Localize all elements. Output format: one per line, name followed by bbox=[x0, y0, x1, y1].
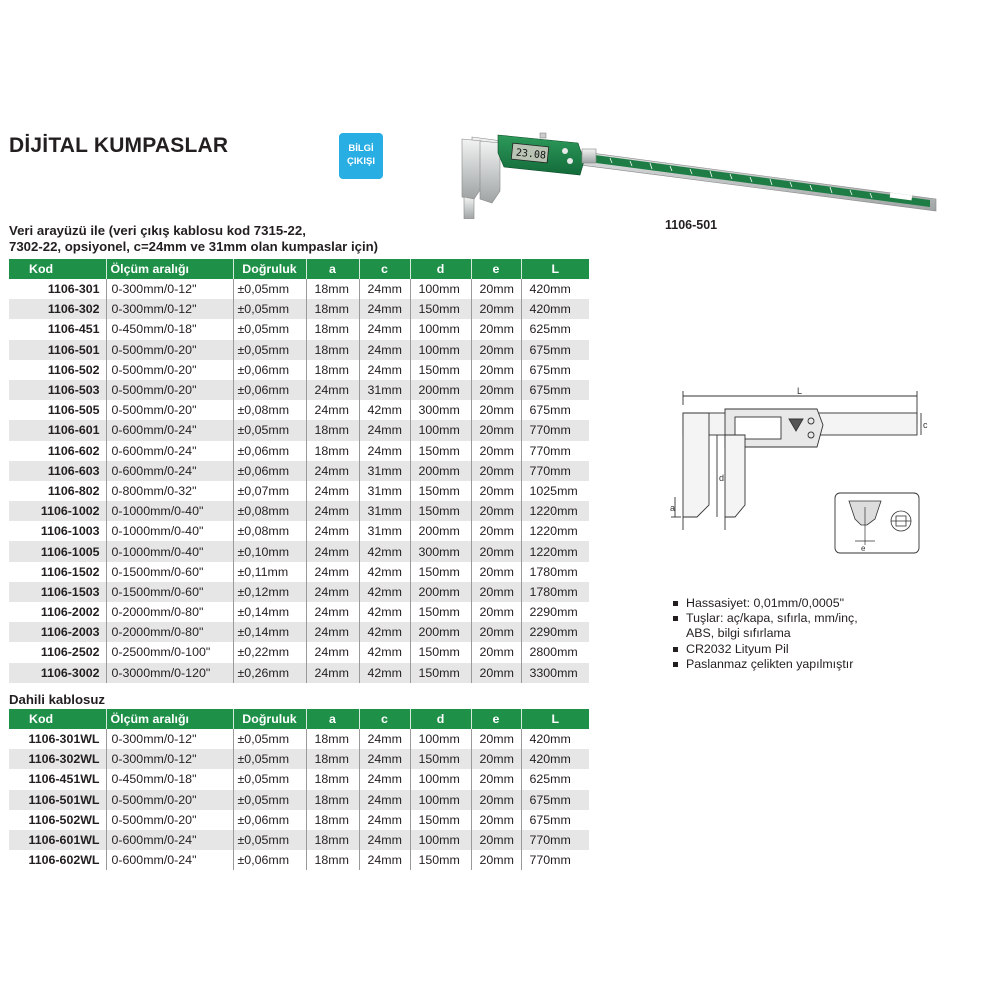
cell-e: 20mm bbox=[471, 830, 521, 850]
cell-kod: 1106-802 bbox=[9, 481, 106, 501]
cell-accuracy: ±0,05mm bbox=[233, 279, 306, 299]
cell-l: 1220mm bbox=[521, 501, 589, 521]
table-row bbox=[9, 602, 589, 622]
cell-d: 150mm bbox=[410, 642, 471, 662]
cell-kod: 1106-1503 bbox=[9, 582, 106, 602]
cell-c: 24mm bbox=[359, 769, 410, 789]
cell-a: 18mm bbox=[306, 830, 359, 850]
cell-c: 24mm bbox=[359, 729, 410, 749]
cell-range: 0-600mm/0-24" bbox=[106, 850, 233, 870]
cell-kod: 1106-501 bbox=[9, 340, 106, 360]
data-output-badge bbox=[339, 133, 383, 179]
table-header-row bbox=[9, 709, 589, 729]
feature-item: Paslanmaz çelikten yapılmıştır bbox=[672, 657, 858, 672]
cell-range: 0-300mm/0-12" bbox=[106, 749, 233, 769]
cell-l: 675mm bbox=[529, 403, 571, 418]
cell-c: 24mm bbox=[359, 299, 410, 319]
cell-range: 0-500mm/0-20" bbox=[106, 810, 233, 830]
cell-accuracy: ±0,06mm bbox=[233, 461, 306, 481]
cell-a: 24mm bbox=[306, 562, 359, 582]
cell-d: 150mm bbox=[410, 810, 471, 830]
cell-accuracy: ±0,05mm bbox=[233, 319, 306, 339]
table-row bbox=[9, 729, 589, 749]
cell-accuracy: ±0,05mm bbox=[233, 729, 306, 749]
cell-c: 42mm bbox=[359, 400, 410, 420]
cell-d: 100mm bbox=[410, 830, 471, 850]
cell-c: 42mm bbox=[359, 663, 410, 683]
cell-kod: 1106-502WL bbox=[9, 810, 106, 830]
spec-table-wireless bbox=[9, 709, 589, 870]
label-d: d bbox=[719, 473, 725, 483]
cell-kod: 1106-502 bbox=[9, 360, 106, 380]
cell-l: 675mm bbox=[529, 812, 571, 827]
cell-range: 0-600mm/0-24" bbox=[106, 420, 233, 440]
cell-e: 20mm bbox=[471, 380, 521, 400]
cell-l: 770mm bbox=[529, 853, 571, 868]
cell-d: 150mm bbox=[410, 481, 471, 501]
table-row bbox=[9, 481, 589, 501]
cell-kod: 1106-1502 bbox=[9, 562, 106, 582]
col-header-c: c bbox=[359, 259, 410, 279]
cell-a: 18mm bbox=[306, 441, 359, 461]
feature-item: Hassasiyet: 0,01mm/0,0005" bbox=[672, 596, 858, 611]
cell-a: 24mm bbox=[306, 663, 359, 683]
cell-d: 150mm bbox=[410, 749, 471, 769]
cell-accuracy: ±0,08mm bbox=[233, 501, 306, 521]
cell-kod: 1106-503 bbox=[9, 380, 106, 400]
col-header-a: a bbox=[306, 259, 359, 279]
wireless-subheading: Dahili kablosuz bbox=[9, 692, 105, 707]
cell-range: 0-500mm/0-20" bbox=[106, 360, 233, 380]
cell-a: 18mm bbox=[306, 299, 359, 319]
label-l: L bbox=[797, 386, 803, 396]
cell-a: 18mm bbox=[306, 810, 359, 830]
cell-c: 31mm bbox=[359, 461, 410, 481]
cell-accuracy: ±0,05mm bbox=[233, 420, 306, 440]
table-row bbox=[9, 380, 589, 400]
cell-range: 0-300mm/0-12" bbox=[106, 729, 233, 749]
cell-accuracy: ±0,05mm bbox=[233, 769, 306, 789]
spec-table-wired bbox=[9, 259, 589, 683]
cell-a: 18mm bbox=[306, 769, 359, 789]
cell-a: 18mm bbox=[306, 749, 359, 769]
cell-l: 770mm bbox=[521, 461, 589, 481]
cell-accuracy: ±0,06mm bbox=[233, 380, 306, 400]
cell-kod: 1106-2502 bbox=[9, 642, 106, 662]
cell-a: 24mm bbox=[306, 642, 359, 662]
cell-c: 24mm bbox=[359, 850, 410, 870]
cell-d: 300mm bbox=[410, 541, 471, 561]
col-header-e: e bbox=[471, 259, 521, 279]
table-row bbox=[9, 562, 589, 582]
cell-range: 0-500mm/0-20" bbox=[106, 400, 233, 420]
cell-l: 2290mm bbox=[521, 622, 589, 642]
cell-a: 24mm bbox=[306, 501, 359, 521]
cell-e: 20mm bbox=[471, 461, 521, 481]
cell-range: 0-800mm/0-32" bbox=[106, 481, 233, 501]
feature-item: Tuşlar: aç/kapa, sıfırla, mm/inç, ABS, bilgi sıfırlama bbox=[672, 611, 858, 641]
col-header-c: c bbox=[359, 709, 410, 729]
cell-l: 1780mm bbox=[529, 564, 578, 579]
cell-a: 24mm bbox=[306, 481, 359, 501]
cell-c: 42mm bbox=[359, 622, 410, 642]
cell-a: 24mm bbox=[306, 622, 359, 642]
cell-accuracy: ±0,06mm bbox=[233, 850, 306, 870]
cell-a: 18mm bbox=[306, 790, 359, 810]
badge-line-2: ÇIKIŞI bbox=[347, 156, 375, 167]
cell-e: 20mm bbox=[471, 749, 521, 769]
cell-kod: 1106-2002 bbox=[9, 602, 106, 622]
cell-e: 20mm bbox=[471, 850, 521, 870]
cell-kod: 1106-302WL bbox=[9, 749, 106, 769]
cell-kod: 1106-601WL bbox=[9, 830, 106, 850]
cell-d: 150mm bbox=[410, 850, 471, 870]
cell-e: 20mm bbox=[471, 582, 521, 602]
label-e: e bbox=[861, 544, 866, 553]
cell-c: 31mm bbox=[359, 481, 410, 501]
cell-accuracy: ±0,08mm bbox=[233, 400, 306, 420]
cell-d: 150mm bbox=[410, 602, 471, 622]
cell-e: 20mm bbox=[471, 541, 521, 561]
cell-d: 100mm bbox=[410, 769, 471, 789]
cell-range: 0-450mm/0-18" bbox=[106, 319, 233, 339]
cell-accuracy: ±0,05mm bbox=[233, 830, 306, 850]
feature-item: CR2032 Lityum Pil bbox=[672, 642, 858, 657]
cell-l: 3300mm bbox=[521, 663, 589, 683]
cell-kod: 1106-3002 bbox=[9, 663, 106, 683]
cell-d: 100mm bbox=[410, 790, 471, 810]
cell-e: 20mm bbox=[471, 319, 521, 339]
cell-l: 675mm bbox=[521, 340, 589, 360]
cell-d: 200mm bbox=[410, 622, 471, 642]
intro-line-1: Veri arayüzü ile (veri çıkış kablosu kod 7315-22, bbox=[9, 223, 306, 238]
feature-list bbox=[672, 596, 858, 672]
cell-c: 24mm bbox=[359, 749, 410, 769]
cell-e: 20mm bbox=[471, 622, 521, 642]
cell-range: 0-600mm/0-24" bbox=[106, 441, 233, 461]
table-row bbox=[9, 663, 589, 683]
cell-range: 0-300mm/0-12" bbox=[106, 279, 233, 299]
cell-a: 18mm bbox=[306, 360, 359, 380]
cell-a: 18mm bbox=[306, 420, 359, 440]
cell-d: 150mm bbox=[410, 562, 471, 582]
cell-e: 20mm bbox=[471, 481, 521, 501]
cell-d: 150mm bbox=[410, 360, 471, 380]
cell-l: 675mm bbox=[521, 790, 589, 810]
cell-range: 0-500mm/0-20" bbox=[106, 340, 233, 360]
col-header-range: Ölçüm aralığı bbox=[106, 259, 233, 279]
cell-e: 20mm bbox=[471, 642, 521, 662]
cell-d: 200mm bbox=[410, 582, 471, 602]
cell-c: 24mm bbox=[359, 420, 410, 440]
caliper-product-image bbox=[460, 127, 940, 219]
cell-e: 20mm bbox=[471, 279, 521, 299]
cell-e: 20mm bbox=[471, 501, 521, 521]
cell-e: 20mm bbox=[471, 602, 521, 622]
label-a: a bbox=[670, 503, 676, 513]
cell-kod: 1106-451 bbox=[9, 319, 106, 339]
cell-e: 20mm bbox=[471, 562, 521, 582]
cell-l: 1780mm bbox=[521, 582, 589, 602]
cell-accuracy: ±0,14mm bbox=[233, 602, 306, 622]
cell-kod: 1106-1005 bbox=[9, 541, 106, 561]
cell-kod: 1106-602WL bbox=[9, 850, 106, 870]
cell-e: 20mm bbox=[471, 810, 521, 830]
cell-l: 770mm bbox=[521, 420, 589, 440]
cell-range: 0-600mm/0-24" bbox=[106, 461, 233, 481]
cell-range: 0-2500mm/0-100" bbox=[106, 642, 233, 662]
product-image-label: 1106-501 bbox=[665, 218, 718, 232]
cell-c: 24mm bbox=[359, 360, 410, 380]
cell-d: 100mm bbox=[410, 279, 471, 299]
cell-d: 300mm bbox=[410, 400, 471, 420]
cell-a: 24mm bbox=[306, 602, 359, 622]
cell-e: 20mm bbox=[471, 420, 521, 440]
cell-kod: 1106-601 bbox=[9, 420, 106, 440]
label-c: c bbox=[923, 420, 928, 430]
cell-range: 0-500mm/0-20" bbox=[106, 380, 233, 400]
cell-d: 150mm bbox=[410, 441, 471, 461]
cell-c: 24mm bbox=[359, 790, 410, 810]
cell-accuracy: ±0,06mm bbox=[233, 810, 306, 830]
cell-accuracy: ±0,06mm bbox=[233, 360, 306, 380]
cell-kod: 1106-302 bbox=[9, 299, 106, 319]
cell-c: 24mm bbox=[359, 279, 410, 299]
cell-a: 18mm bbox=[306, 729, 359, 749]
lcd-reading: 23.08 bbox=[515, 147, 547, 162]
cell-d: 200mm bbox=[410, 521, 471, 541]
col-header-accuracy: Doğruluk bbox=[233, 709, 306, 729]
table-row bbox=[9, 319, 589, 339]
table-row bbox=[9, 749, 589, 769]
col-header-l: L bbox=[521, 709, 589, 729]
cell-range: 0-2000mm/0-80" bbox=[106, 622, 233, 642]
cell-d: 100mm bbox=[410, 420, 471, 440]
cell-a: 24mm bbox=[306, 400, 359, 420]
table-row bbox=[9, 420, 589, 440]
table-row bbox=[9, 830, 589, 850]
cell-kod: 1106-501WL bbox=[9, 790, 106, 810]
col-header-kod: Kod bbox=[9, 259, 106, 279]
cell-accuracy: ±0,11mm bbox=[233, 562, 306, 582]
cell-a: 24mm bbox=[306, 521, 359, 541]
table-row bbox=[9, 441, 589, 461]
table-row bbox=[9, 790, 589, 810]
cell-l: 675mm bbox=[521, 380, 589, 400]
table-row bbox=[9, 461, 589, 481]
cell-a: 24mm bbox=[306, 380, 359, 400]
cell-d: 100mm bbox=[410, 729, 471, 749]
cell-kod: 1106-301WL bbox=[9, 729, 106, 749]
cell-range: 0-600mm/0-24" bbox=[106, 830, 233, 850]
cell-d: 100mm bbox=[410, 340, 471, 360]
cell-d: 200mm bbox=[410, 461, 471, 481]
cell-c: 31mm bbox=[359, 380, 410, 400]
cell-l: 675mm bbox=[529, 362, 571, 377]
col-header-e: e bbox=[471, 709, 521, 729]
page-title: DİJİTAL KUMPASLAR bbox=[9, 134, 229, 157]
cell-c: 31mm bbox=[359, 501, 410, 521]
cell-accuracy: ±0,05mm bbox=[233, 790, 306, 810]
cell-c: 24mm bbox=[359, 441, 410, 461]
cell-range: 0-1000mm/0-40" bbox=[106, 541, 233, 561]
cell-a: 18mm bbox=[306, 279, 359, 299]
cell-d: 150mm bbox=[410, 299, 471, 319]
cell-range: 0-300mm/0-12" bbox=[106, 299, 233, 319]
cell-range: 0-500mm/0-20" bbox=[106, 790, 233, 810]
col-header-d: d bbox=[410, 259, 471, 279]
cell-l: 2800mm bbox=[529, 645, 578, 660]
cell-range: 0-2000mm/0-80" bbox=[106, 602, 233, 622]
cell-accuracy: ±0,12mm bbox=[233, 582, 306, 602]
cell-e: 20mm bbox=[471, 729, 521, 749]
cell-accuracy: ±0,06mm bbox=[233, 441, 306, 461]
cell-kod: 1106-602 bbox=[9, 441, 106, 461]
cell-l: 1220mm bbox=[521, 541, 589, 561]
jaw-detail-inset bbox=[835, 493, 919, 553]
cell-accuracy: ±0,10mm bbox=[233, 541, 306, 561]
cell-range: 0-3000mm/0-120" bbox=[106, 663, 233, 683]
cell-accuracy: ±0,05mm bbox=[233, 340, 306, 360]
table-row bbox=[9, 769, 589, 789]
badge-line-1: BİLGİ bbox=[348, 143, 374, 154]
cell-e: 20mm bbox=[471, 299, 521, 319]
cell-kod: 1106-603 bbox=[9, 461, 106, 481]
cell-l: 420mm bbox=[521, 749, 589, 769]
cell-l: 1220mm bbox=[529, 524, 578, 539]
cell-a: 18mm bbox=[306, 319, 359, 339]
cell-l: 770mm bbox=[529, 443, 571, 458]
cell-c: 42mm bbox=[359, 562, 410, 582]
cell-accuracy: ±0,08mm bbox=[233, 521, 306, 541]
cell-c: 24mm bbox=[359, 830, 410, 850]
cell-d: 150mm bbox=[410, 501, 471, 521]
cell-accuracy: ±0,26mm bbox=[233, 663, 306, 683]
cell-range: 0-1000mm/0-40" bbox=[106, 501, 233, 521]
cell-c: 31mm bbox=[359, 521, 410, 541]
cell-c: 42mm bbox=[359, 602, 410, 622]
cell-l: 625mm bbox=[529, 322, 571, 337]
cell-range: 0-1000mm/0-40" bbox=[106, 521, 233, 541]
cell-l: 420mm bbox=[521, 299, 589, 319]
cell-c: 42mm bbox=[359, 582, 410, 602]
cell-e: 20mm bbox=[471, 790, 521, 810]
cell-d: 200mm bbox=[410, 380, 471, 400]
table-row bbox=[9, 642, 589, 662]
cell-l: 420mm bbox=[529, 732, 571, 747]
cell-l: 2290mm bbox=[529, 605, 578, 620]
table-row bbox=[9, 400, 589, 420]
cell-e: 20mm bbox=[471, 521, 521, 541]
cell-accuracy: ±0,22mm bbox=[233, 642, 306, 662]
cell-d: 150mm bbox=[410, 663, 471, 683]
cell-a: 24mm bbox=[306, 461, 359, 481]
cell-l: 420mm bbox=[529, 282, 571, 297]
cell-kod: 1106-301 bbox=[9, 279, 106, 299]
cell-e: 20mm bbox=[471, 360, 521, 380]
cell-l: 1025mm bbox=[529, 483, 578, 498]
cell-accuracy: ±0,07mm bbox=[233, 481, 306, 501]
cell-a: 18mm bbox=[306, 850, 359, 870]
col-header-d: d bbox=[410, 709, 471, 729]
cell-c: 24mm bbox=[359, 319, 410, 339]
cell-kod: 1106-451WL bbox=[9, 769, 106, 789]
cell-d: 100mm bbox=[410, 319, 471, 339]
col-header-kod: Kod bbox=[9, 709, 106, 729]
cell-kod: 1106-1003 bbox=[9, 521, 106, 541]
cell-kod: 1106-1002 bbox=[9, 501, 106, 521]
table-row bbox=[9, 850, 589, 870]
table-row bbox=[9, 501, 589, 521]
table-header-row bbox=[9, 259, 589, 279]
cell-accuracy: ±0,14mm bbox=[233, 622, 306, 642]
table-row bbox=[9, 541, 589, 561]
table-row bbox=[9, 279, 589, 299]
cell-a: 24mm bbox=[306, 582, 359, 602]
cell-accuracy: ±0,05mm bbox=[233, 749, 306, 769]
cell-accuracy: ±0,05mm bbox=[233, 299, 306, 319]
table-row bbox=[9, 810, 589, 830]
table-body-wired bbox=[9, 279, 589, 683]
cell-l: 625mm bbox=[529, 772, 571, 787]
cell-range: 0-450mm/0-18" bbox=[106, 769, 233, 789]
cell-a: 24mm bbox=[306, 541, 359, 561]
cell-l: 770mm bbox=[521, 830, 589, 850]
table-row bbox=[9, 360, 589, 380]
table-row bbox=[9, 299, 589, 319]
col-header-l: L bbox=[521, 259, 589, 279]
cell-c: 42mm bbox=[359, 642, 410, 662]
cell-range: 0-1500mm/0-60" bbox=[106, 562, 233, 582]
col-header-range: Ölçüm aralığı bbox=[106, 709, 233, 729]
dimension-diagram bbox=[669, 385, 931, 557]
intro-text bbox=[9, 223, 378, 255]
col-header-a: a bbox=[306, 709, 359, 729]
table-row bbox=[9, 582, 589, 602]
cell-e: 20mm bbox=[471, 769, 521, 789]
cell-kod: 1106-505 bbox=[9, 400, 106, 420]
cell-e: 20mm bbox=[471, 441, 521, 461]
cell-kod: 1106-2003 bbox=[9, 622, 106, 642]
table-row bbox=[9, 622, 589, 642]
cell-c: 24mm bbox=[359, 810, 410, 830]
cell-c: 24mm bbox=[359, 340, 410, 360]
cell-e: 20mm bbox=[471, 340, 521, 360]
cell-range: 0-1500mm/0-60" bbox=[106, 582, 233, 602]
table-row bbox=[9, 521, 589, 541]
cell-e: 20mm bbox=[471, 400, 521, 420]
table-body-wireless bbox=[9, 729, 589, 870]
table-row bbox=[9, 340, 589, 360]
intro-line-2: 7302-22, opsiyonel, c=24mm ve 31mm olan kumpaslar için) bbox=[9, 239, 379, 254]
cell-e: 20mm bbox=[471, 663, 521, 683]
cell-a: 18mm bbox=[306, 340, 359, 360]
col-header-accuracy: Doğruluk bbox=[233, 259, 306, 279]
cell-c: 42mm bbox=[359, 541, 410, 561]
